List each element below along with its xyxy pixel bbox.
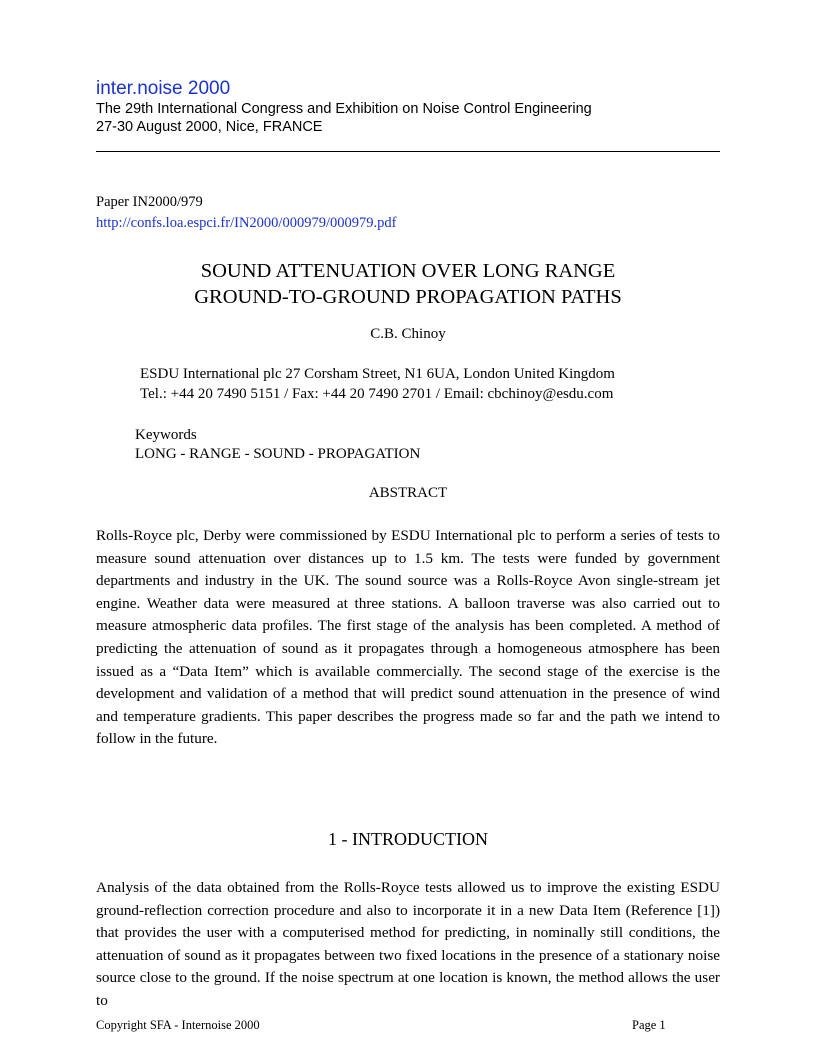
affiliation-address: ESDU International plc 27 Corsham Street, N1 6UA, London United Kingdom [140, 366, 615, 382]
author-name: C.B. Chinoy [370, 326, 446, 342]
paper-title-line-2: GROUND-TO-GROUND PROPAGATION PATHS [194, 286, 622, 308]
footer-page-number: Page 1 [632, 1018, 666, 1032]
introduction-text: Analysis of the data obtained from the Rolls-Royce tests allowed us to improve the existing ESDU ground-reflection correction procedure and also to incorporate it in a new Data Item (Reference [1]) that provides the user with a computerised method for predicting, in nominally still conditions, the attenuation of sound as it propagates between two fixed locations in the presence of a stationary noise source close to the ground. If the noise spectrum at one location is known, the method allows the user to [96, 879, 720, 1009]
footer-copyright: Copyright SFA - Internoise 2000 [96, 1018, 260, 1032]
introduction-heading: 1 - INTRODUCTION [328, 829, 488, 849]
affiliation-contact: Tel.: +44 20 7490 5151 / Fax: +44 20 7490 2701 / Email: cbchinoy@esdu.com [140, 386, 614, 402]
keywords-label: Keywords [135, 427, 197, 443]
paper-id: Paper IN2000/979 [96, 194, 203, 210]
paper-title [96, 258, 720, 310]
conference-title: The 29th International Congress and Exhibition on Noise Control Engineering [96, 101, 592, 117]
conference-name: inter.noise 2000 [96, 78, 231, 99]
paper-title-line-1: SOUND ATTENUATION OVER LONG RANGE [200, 260, 616, 282]
author-affiliation [140, 364, 615, 404]
paper-url-link[interactable]: http://confs.loa.espci.fr/IN2000/000979/000979.pdf [96, 215, 397, 231]
conference-date-location: 27-30 August 2000, Nice, FRANCE [96, 119, 323, 135]
conference-header [96, 78, 720, 136]
keywords-block [135, 426, 420, 464]
header-divider [96, 151, 720, 152]
keywords-list: LONG - RANGE - SOUND - PROPAGATION [135, 446, 421, 462]
abstract-heading: ABSTRACT [368, 485, 448, 501]
abstract-text: Rolls-Royce plc, Derby were commissioned by ESDU International plc to perform a series of tests to measure sound attenuation over distances up to 1.5 km. The tests were funded by government departments and industry in the UK. The sound source was a Rolls-Royce Avon single-stream jet engine. Weather data were measured at three stations. A balloon traverse was also carried out to measure atmospheric data profiles. The first stage of the analysis has been completed. A method of predicting the attenuation of sound as it propagates through a homogeneous atmosphere has been issued as a “Data Item” which is available commercially. The second stage of the exercise is the development and validation of a method that will predict sound attenuation in the presence of wind and temperature gradients. This paper describes the progress made so far and the path we intend to follow in the future. [96, 527, 720, 748]
